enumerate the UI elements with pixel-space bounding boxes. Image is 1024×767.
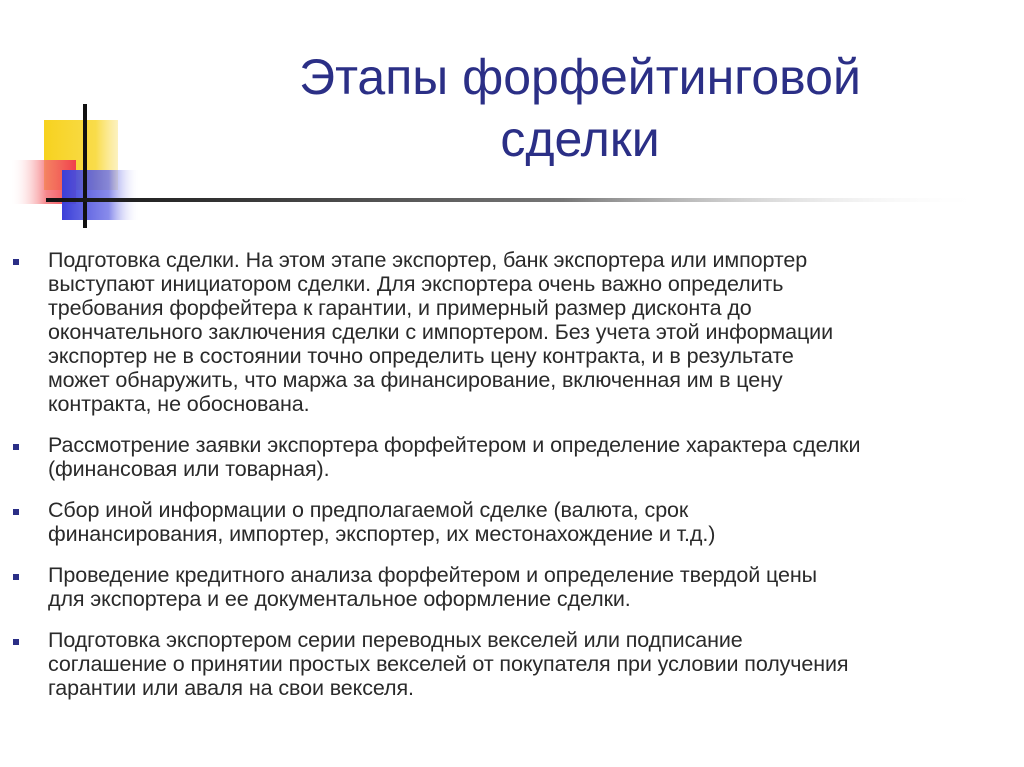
bullet-text-line: экспортер не в состоянии точно определить цену контракта, и в результате	[48, 344, 794, 368]
bullet-text-line: для экспортера и ее документальное оформление сделки.	[48, 587, 631, 611]
bullet-text-line: контракта, не обоснована.	[48, 392, 310, 416]
bullet-text-line: требования форфейтера к гарантии, и примерный размер дисконта до	[48, 296, 752, 320]
bullet-text-line: Рассмотрение заявки экспортера форфейтером и определение характера сделки	[48, 433, 861, 457]
square-bullet-icon	[13, 259, 19, 265]
bullet-text-line: выступают инициатором сделки. Для экспортера очень важно определить	[48, 272, 784, 296]
bullet-text-line: (финансовая или товарная).	[48, 457, 330, 481]
square-bullet-icon	[13, 574, 19, 580]
bullet-item-bills-preparation	[0, 628, 1024, 700]
bullet-item-preparation	[0, 248, 1024, 416]
square-bullet-icon	[13, 639, 19, 645]
slide-title	[150, 46, 1010, 170]
bullet-item-application-review	[0, 433, 1024, 481]
deco-red-square	[10, 160, 76, 204]
bullet-text-line: Подготовка экспортером серии переводных векселей или подписание	[48, 628, 743, 652]
bullet-text-line: соглашение о принятии простых векселей от покупателя при условии получения	[48, 652, 849, 676]
bullet-item-information-collection	[0, 498, 1024, 546]
square-bullet-icon	[13, 444, 19, 450]
bullet-text-line: Проведение кредитного анализа форфейтером и определение твердой цены	[48, 563, 817, 587]
deco-vertical-line	[83, 104, 87, 228]
bullet-text-line: Сбор иной информации о предполагаемой сделке (валюта, срок	[48, 498, 689, 522]
square-bullet-icon	[13, 509, 19, 515]
deco-horizontal-rule	[46, 198, 986, 202]
bullet-text-line: финансирования, импортер, экспортер, их местонахождение и т.д.)	[48, 522, 716, 546]
bullet-text-line: может обнаружить, что маржа за финансирование, включенная им в цену	[48, 368, 783, 392]
bullet-item-credit-analysis	[0, 563, 1024, 611]
title-line: Этапы форфейтинговой	[299, 49, 861, 105]
bullet-list	[0, 248, 1024, 700]
deco-yellow-square	[44, 120, 118, 190]
title-line: сделки	[500, 111, 660, 167]
bullet-text-line: гарантии или аваля на свои векселя.	[48, 676, 414, 700]
bullet-text-line: Подготовка сделки. На этом этапе экспортер, банк экспортера или импортер	[48, 248, 808, 272]
bullet-text-line: окончательного заключения сделки с импортером. Без учета этой информации	[48, 320, 834, 344]
deco-blue-square	[62, 170, 140, 220]
